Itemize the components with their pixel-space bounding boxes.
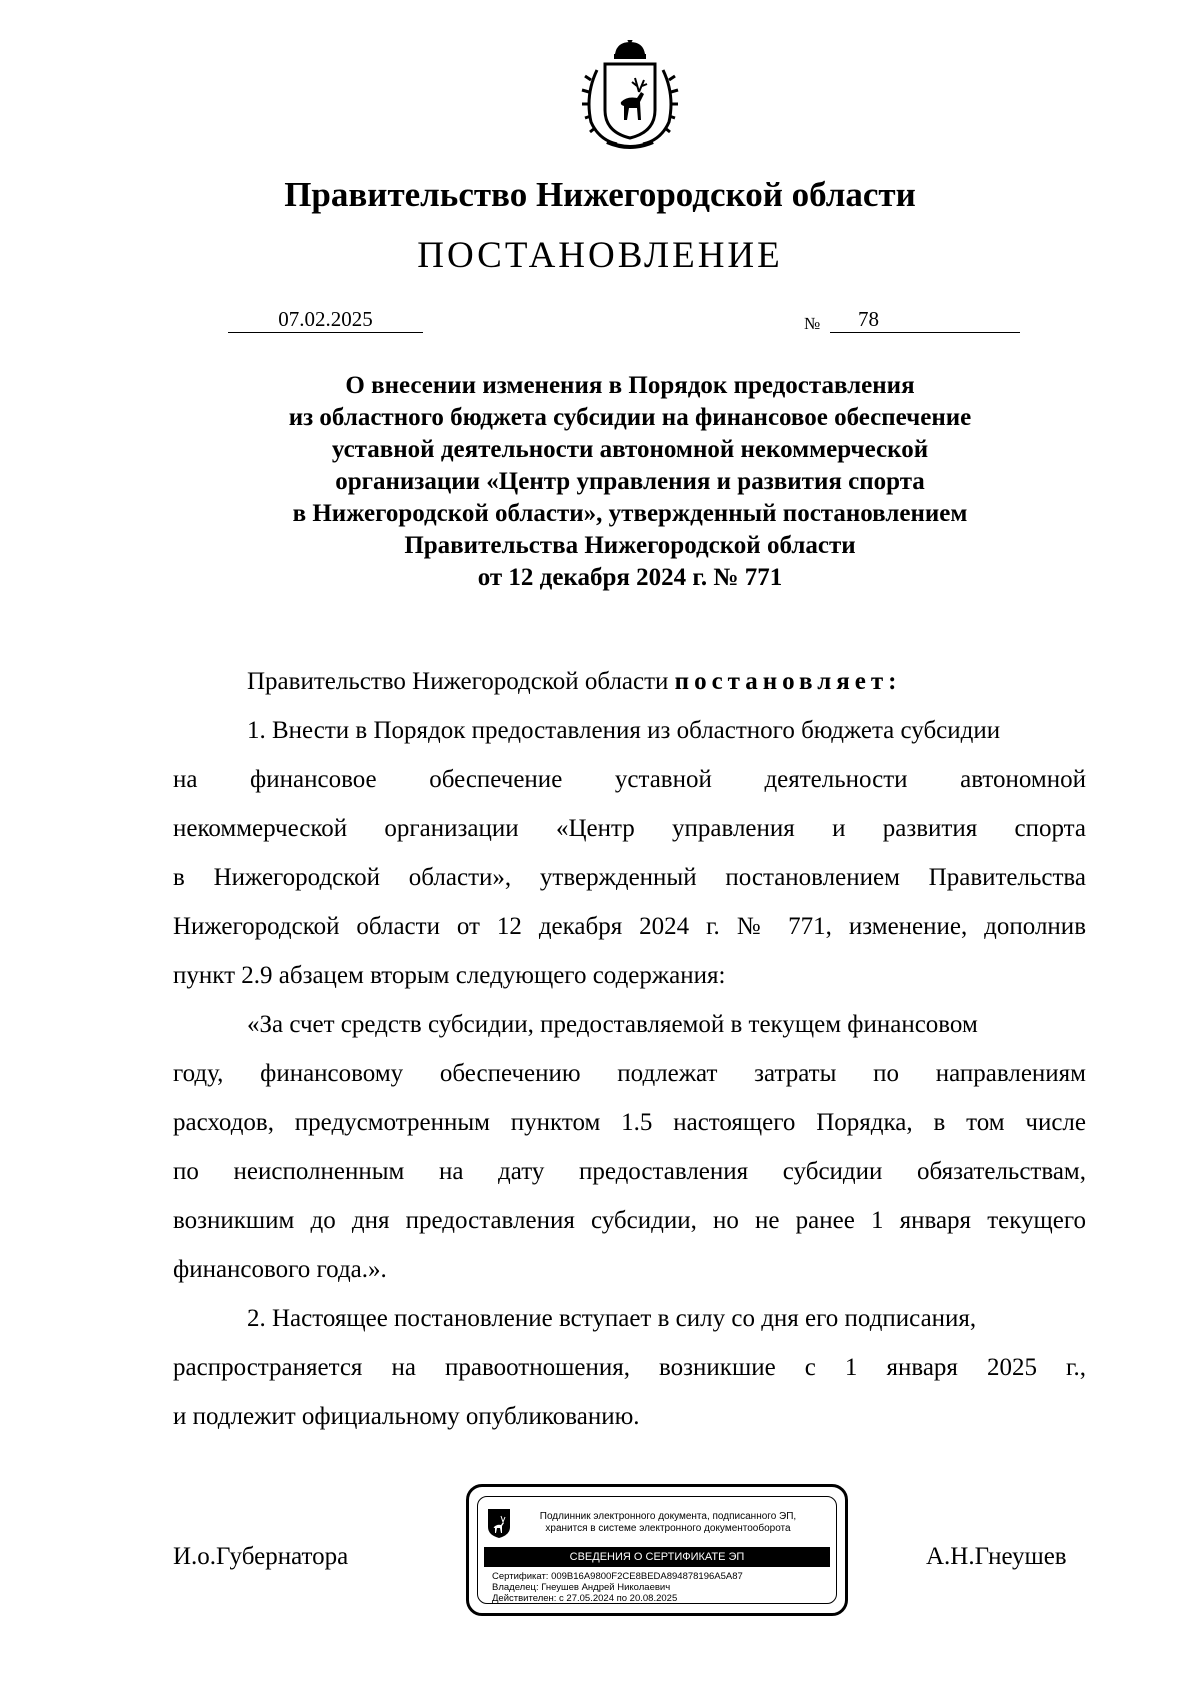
body-line: и подлежит официальному опубликованию. bbox=[173, 1403, 640, 1430]
signatory-position: И.о.Губернатора bbox=[173, 1543, 349, 1570]
document-body bbox=[173, 657, 1086, 1441]
number-label: № bbox=[804, 314, 821, 333]
body-line: возникшим до дня предоставления субсидии, но не ранее 1 января текущего bbox=[173, 1207, 1086, 1234]
body-line: некоммерческой организации «Центр управления и развития спорта bbox=[173, 815, 1086, 842]
intro-line bbox=[173, 657, 1086, 706]
body-line: финансового года.». bbox=[173, 1256, 387, 1283]
stamp-validity: Действителен: с 27.05.2024 по 20.08.2025 bbox=[492, 1593, 678, 1604]
heading-line: уставной деятельности автономной некоммерческой bbox=[331, 436, 929, 463]
body-line: пункт 2.9 абзацем вторым следующего содержания: bbox=[173, 962, 726, 989]
heading-line: Правительства Нижегородской области bbox=[404, 532, 856, 559]
body-line: году, финансовому обеспечению подлежат затраты по направлениям bbox=[173, 1060, 1086, 1087]
body-line: по неисполненным на дату предоставления субсидии обязательствам, bbox=[173, 1158, 1086, 1185]
coat-of-arms-icon bbox=[577, 40, 683, 152]
document-type: ПОСТАНОВЛЕНИЕ bbox=[417, 235, 783, 276]
stamp-frame bbox=[477, 1496, 837, 1604]
body-line: расходов, предусмотренным пунктом 1.5 настоящего Порядка, в том числе bbox=[173, 1109, 1086, 1136]
heading-line: О внесении изменения в Порядок предоставления bbox=[345, 372, 915, 399]
body-line: «За счет средств субсидии, предоставляемой в текущем финансовом bbox=[247, 1011, 978, 1038]
document-date: 07.02.2025 bbox=[228, 306, 423, 333]
government-title: Правительство Нижегородской области bbox=[284, 175, 916, 214]
document-heading bbox=[0, 370, 1200, 594]
body-line: распространяется на правоотношения, возникшие с 1 января 2025 г., bbox=[173, 1354, 1086, 1381]
heading-line: организации «Центр управления и развития спорта bbox=[335, 468, 925, 495]
document-number-field bbox=[830, 306, 1020, 333]
stamp-title-bar: СВЕДЕНИЯ О СЕРТИФИКАТЕ ЭП bbox=[484, 1547, 830, 1567]
e-signature-stamp bbox=[466, 1484, 848, 1616]
body-line: 1. Внести в Порядок предоставления из областного бюджета субсидии bbox=[247, 717, 1001, 744]
document-number: 78 bbox=[858, 307, 879, 331]
signatory-name: А.Н.Гнеушев bbox=[926, 1543, 1067, 1570]
intro-prefix: Правительство Нижегородской области bbox=[247, 668, 669, 695]
body-line: в Нижегородской области», утвержденный постановлением Правительства bbox=[173, 864, 1086, 891]
stamp-owner: Владелец: Гнеушев Андрей Николаевич bbox=[492, 1582, 671, 1593]
heading-line: из областного бюджета субсидии на финансовое обеспечение bbox=[288, 404, 972, 431]
stamp-text-line: хранится в системе электронного документооборота bbox=[545, 1523, 791, 1534]
body-line: 2. Настоящее постановление вступает в силу со дня его подписания, bbox=[247, 1305, 977, 1332]
heading-line: от 12 декабря 2024 г. № 771 bbox=[477, 564, 783, 591]
stamp-coat-icon bbox=[486, 1507, 512, 1539]
body-line: на финансовое обеспечение уставной деятельности автономной bbox=[173, 766, 1086, 793]
intro-decree: постановляет: bbox=[674, 668, 902, 695]
body-line: Нижегородской области от 12 декабря 2024 г. № 771, изменение, дополнив bbox=[173, 913, 1086, 940]
stamp-text-line: Подлинник электронного документа, подписанного ЭП, bbox=[539, 1511, 797, 1522]
heading-line: в Нижегородской области», утвержденный постановлением bbox=[292, 500, 968, 527]
stamp-certificate: Сертификат: 009B16A9800F2CE8BEDA894878196A5A87 bbox=[492, 1571, 743, 1582]
